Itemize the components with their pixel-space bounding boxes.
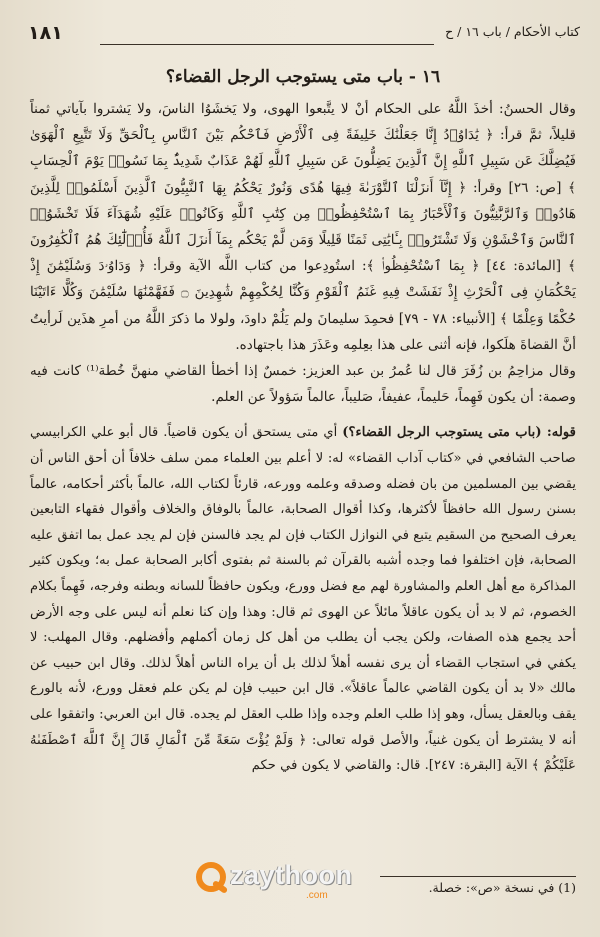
zaythoon-watermark	[196, 858, 366, 904]
page-number: ١٨١	[28, 22, 63, 44]
paragraph-hasan: وقال الحسنُ: أخذَ اللَّهُ على الحكام أنْ لا يتَّبعوا الهوى، ولا يَخشَوُا الناسَ، ولا يَشتروا بآياتي ثمناً قليلاً، ثمَّ قرأ: ﴿ يَٰدَاوُۥدُ إِنَّا جَعَلْنَٰكَ خَلِيفَةً فِى ٱلْأَرْضِ فَٱحْكُم بَيْنَ ٱلنَّاسِ بِٱلْحَقِّ وَلَا تَتَّبِعِ ٱلْهَوَىٰ فَيُضِلَّكَ عَن سَبِيلِ ٱللَّهِ إِنَّ ٱلَّذِينَ يَضِلُّونَ عَن سَبِيلِ ٱللَّهِ لَهُمْ عَذَابٌ شَدِيدٌۢ بِمَا نَسُوا۟ يَوْمَ ٱلْحِسَابِ ﴾ [ص: ٢٦] وقرأ: ﴿ إِنَّآ أَنزَلْنَا ٱلتَّوْرَىٰةَ فِيهَا هُدًى وَنُورٌ يَحْكُمُ بِهَا ٱلنَّبِيُّونَ ٱلَّذِينَ أَسْلَمُوا۟ لِلَّذِينَ هَادُوا۟ وَٱلرَّبَّٰنِيُّونَ وَٱلْأَحْبَارُ بِمَا ٱسْتُحْفِظُوا۟ مِن كِتَٰبِ ٱللَّهِ وَكَانُوا۟ عَلَيْهِ شُهَدَآءَ فَلَا تَخْشَوُا۟ ٱلنَّاسَ وَٱخْشَوْنِ وَلَا تَشْتَرُوا۟ بِـَٔايَٰتِى ثَمَنًا قَلِيلًا وَمَن لَّمْ يَحْكُم بِمَآ أَنزَلَ ٱللَّهُ فَأُو۟لَٰٓئِكَ هُمُ ٱلْكَٰفِرُونَ ﴾ [المائدة: ٤٤] ﴿ بِمَا ٱسْتُحْفِظُوا۟ ﴾: استُودِعوا من كتاب اللَّه الآية وقرأ: ﴿ وَدَاوُۥدَ وَسُلَيْمَٰنَ إِذْ يَحْكُمَانِ فِى ٱلْحَرْثِ إِذْ نَفَشَتْ فِيهِ غَنَمُ ٱلْقَوْمِ وَكُنَّا لِحُكْمِهِمْ شَٰهِدِينَ ۝ فَفَهَّمْنَٰهَا سُلَيْمَٰنَ وَكُلًّا ءَاتَيْنَا حُكْمًا وَعِلْمًا ﴾ [الأنبياء: ٧٨ - ٧٩] فحمِدَ سليمانَ ولم يَلُمْ داودَ، ولولا ما ذكرَ اللَّهُ من أمرِ هذَين لَرأيتُ أنَّ القضاةَ هلَكوا، فإنه أثنى على هذا بعِلمِه وعَذَرَ هذا باجتهاده.	[30, 101, 576, 353]
main-text	[30, 62, 576, 779]
commentary	[30, 420, 576, 778]
paragraph-muzahim: وقال مزاحِمُ بن زُفَرَ قال لنا عُمرُ بن عبد العزيز: خمسٌ إذا أخطأ القاضي منهنَّ خُطة⁽¹⁾ كانت فيه وصمة: أن يكون فَهِماً، حَليماً، عفيفاً، صَليباً، عالماً سَؤولاً عن العلم.	[30, 363, 576, 406]
zaythoon-logo-icon	[196, 862, 226, 892]
commentary-lead: قوله: (باب متى يستوجب الرجل القضاء؟)	[342, 425, 576, 441]
running-title: كتاب الأحكام / باب ١٦ / ح	[445, 24, 580, 39]
header-rule	[100, 44, 434, 45]
footnote-rule	[380, 876, 576, 877]
page-header	[22, 22, 584, 48]
footnote: (1) في نسخة «ص»: خصلة.	[428, 880, 576, 895]
chapter-heading: ١٦ - باب متى يستوجب الرجل القضاء؟	[165, 67, 441, 87]
watermark-domain: .com	[306, 890, 328, 901]
commentary-text: أي متى يستحق أن يكون قاضياً. قال أبو علي الكرابيسي صاحب الشافعي في «كتاب آداب القضاء» له: لا أعلم بين العلماء ممن سلف خلافاً أن أحق الناس أن يقضي بين المسلمين من بان فضله وصدقه وعلمه وورعه، قارئاً لكتاب الله، عالماً بأكثر أحكامه، عالماً بسنن رسول الله حافظاً لأكثرها، وكذا أقوال الصحابة، عالماً بالوفاق والخلاف وأقوال فقهاء التابعين يعرف الصحيح من السقيم يتبع في النوازل الكتاب فإن لم يجد فالسنن فإن لم يجد عمل بما اتفق عليه الصحابة، فإن اختلفوا فما وجده أشبه بالقرآن ثم بالسنة ثم بفتوى أكابر الصحابة عمل به؛ ويكون كثير المذاكرة مع أهل العلم والمشاورة لهم مع فضل وورع، ويكون حافظاً للسانه وبطنه وفرجه، فَهِماً بكلام الخصوم، ثم لا بد أن يكون عاقلاً مائلاً عن الهوى ثم قال: وهذا وإن كنا نعلم أنه ليس على وجه الأرض أحد يجمع هذه الصفات، ولكن يجب أن يطلب من أهل كل زمان أكملهم وأفضلهم. وقال المهلب: لا يكفي في استجاب القضاء أن يرى نفسه أهلاً لذلك بل أن يراه الناس أهلاً لذلك. وقال ابن حبيب عن مالك «لا بد أن يكون القاضي عالماً عاقلاً». قال ابن حبيب فإن لم يكن علم فعقل وورع، لأنه بالورع يقف وبالعقل يسأل، وهو إذا طلب العلم وجده وإذا طلب العقل لم يجده. قال ابن العربي: واتفقوا على أنه لا يشترط أن يكون غنياً، والأصل قوله تعالى: ﴿ وَلَمْ يُؤْتَ سَعَةً مِّنَ ٱلْمَالِ قَالَ إِنَّ ٱللَّهَ ٱصْطَفَىٰهُ عَلَيْكُمْ ﴾ الآية [البقرة: ٢٤٧]. قال: والقاضي لا يكون في حكم	[30, 425, 576, 774]
watermark-brand: zaythoon	[230, 860, 353, 890]
